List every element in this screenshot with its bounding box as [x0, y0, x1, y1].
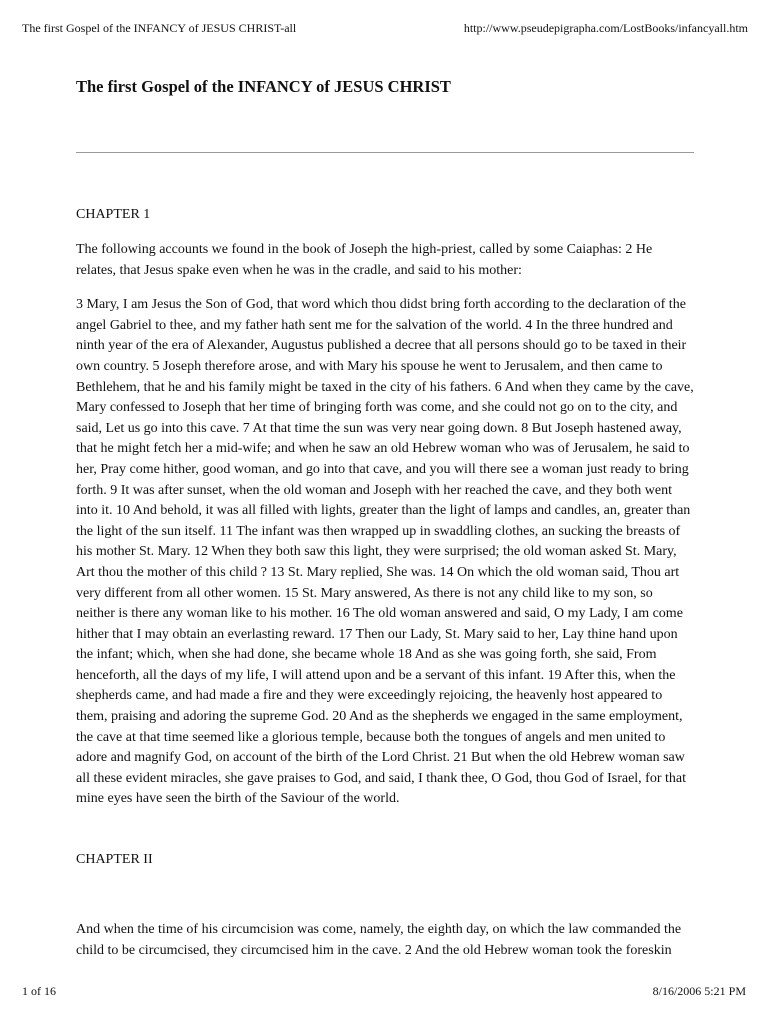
paragraph: 3 Mary, I am Jesus the Son of God, that word which thou didst bring forth according to the declaration of the angel Gabriel to thee, and my father hath sent me for the salvation of the world. 4 In the three hundred and ninth year of the era of Alexander, Augustus published a decree that all persons should go to be taxed in their own country. 5 Joseph therefore arose, and with Mary his spouse he went to Jerusalem, and then came to Bethlehem, that he and his family might be taxed in the city of his fathers. 6 And when they came by the cave, Mary confessed to Joseph that her time of bringing forth was come, and she could not go on to the city, and said, Let us go into this cave. 7 At that time the sun was very near going down. 8 But Joseph hastened away, that he might fetch her a mid-wife; and when he saw an old Hebrew woman who was of Jerusalem, he said to her, Pray come hither, good woman, and go into that cave, and you will there see a woman just ready to bring forth. 9 It was after sunset, when the old woman and Joseph with her reached the cave, and they both went into it. 10 And behold, it was all filled with lights, greater than the light of lamps and candles, an, greater than the light of the sun itself. 11 The infant was then wrapped up in swaddling clothes, an sucking the breasts of his mother St. Mary. 12 When they both saw this light, they were surprised; the old woman asked St. Mary, Art thou the mother of this child ? 13 St. Mary replied, She was. 14 On which the old woman said, Thou art very different from all other women. 15 St. Mary answered, As there is not any child like to my son, so neither is there any woman like to his mother. 16 The old woman answered and said, O my Lady, I am come hither that I may obtain an everlasting reward. 17 Then our Lady, St. Mary said to her, Lay thine hand upon the infant; which, when she had done, she became whole 18 And as she was going forth, she said, From henceforth, all the days of my life, I will attend upon and be a servant of this infant. 19 After this, when the shepherds came, and had made a fire and they were exceedingly rejoicing, the heavenly host appeared to them, praising and adoring the supreme God. 20 And as the shepherds we engaged in the same employment, the cave at that time seemed like a glorious temple, because both the tongues of angels and men united to adore and magnify God, on account of the birth of the Lord Christ. 21 But when the old Hebrew woman saw all these evident miracles, she gave praises to God, and said, I thank thee, O God, thou God of Israel, for that mine eyes have seen the birth of the Saviour of the world.	[76, 297, 694, 807]
page-number: 1 of 16	[22, 984, 56, 998]
print-header-title: The first Gospel of the INFANCY of JESUS CHRIST-all	[22, 21, 297, 35]
chapter-heading: CHAPTER II	[76, 852, 153, 868]
page-title: The first Gospel of the INFANCY of JESUS CHRIST	[76, 77, 451, 96]
title-divider	[76, 152, 694, 153]
print-footer	[22, 984, 746, 1002]
chapter-heading: CHAPTER 1	[76, 207, 151, 222]
print-datetime: 8/16/2006 5:21 PM	[652, 984, 746, 998]
paragraph: The following accounts we found in the book of Joseph the high-priest, called by some Caiaphas: 2 He relates, that Jesus spake even when he was in the cradle, and said to his mother:	[76, 242, 653, 278]
document-body	[76, 76, 694, 961]
print-header-url: http://www.pseudepigrapha.com/LostBooks/infancyall.htm	[463, 21, 748, 35]
print-header	[22, 21, 748, 41]
paragraph: And when the time of his circumcision was come, namely, the eighth day, on which the law commanded the child to be circumcised, they circumcised him in the cave. 2 And the old Hebrew woman took the foreskin	[76, 922, 682, 958]
